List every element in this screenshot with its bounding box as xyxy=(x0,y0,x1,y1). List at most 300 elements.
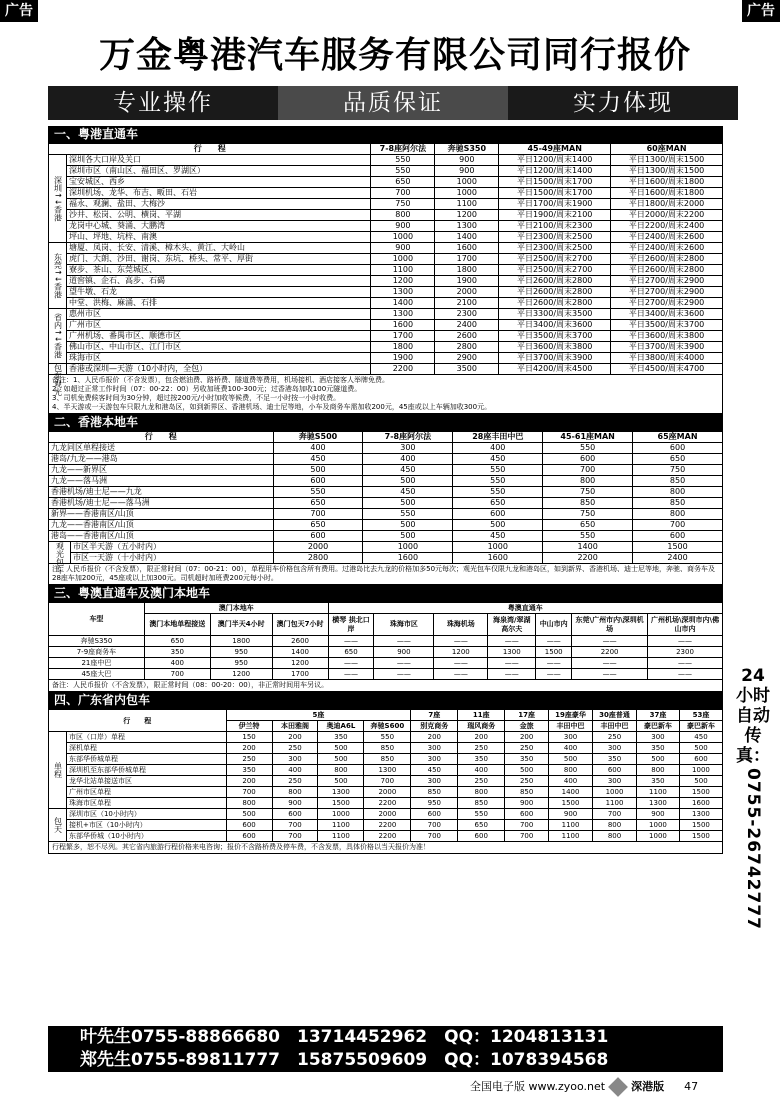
note-line: 4、半天游或一天游包车只限九龙和港岛区，如到新界区、香港机场、迪士尼等地，小车及商务车需加收200元，45座或以上车辆加收300元。 xyxy=(52,403,492,411)
price-cell: 150 xyxy=(226,732,272,743)
price-cell: 450 xyxy=(273,454,363,465)
price-cell: 2300 xyxy=(648,647,723,658)
table-row xyxy=(49,177,723,188)
price-cell: 700 xyxy=(633,520,723,531)
price-cell: 1000 xyxy=(318,809,364,820)
price-cell: 350 xyxy=(593,754,637,765)
table-row xyxy=(49,166,723,177)
price-cell: 750 xyxy=(371,199,435,210)
price-cell: 200 xyxy=(411,732,458,743)
price-cell: —— xyxy=(648,658,723,669)
price-cell: 600 xyxy=(505,809,549,820)
price-cell: 平日1500/周末1700 xyxy=(499,188,611,199)
price-cell: 2400 xyxy=(633,553,723,564)
table-row xyxy=(49,476,723,487)
header-cell: 横琴 拱北口岸 xyxy=(328,614,374,636)
route-cell: 沙井、松岗、公明、横岗、平湖 xyxy=(66,210,370,221)
price-cell: 1200 xyxy=(435,210,499,221)
header-size: 11座 xyxy=(458,710,505,721)
price-cell: 850 xyxy=(458,798,505,809)
price-cell: 600 xyxy=(633,443,723,454)
price-cell: 平日1600/周末1800 xyxy=(611,188,723,199)
header-cell: 丰田中巴 xyxy=(593,721,637,732)
price-cell: 600 xyxy=(273,531,363,542)
price-cell: 平日2600/周末2800 xyxy=(611,265,723,276)
price-cell: 2800 xyxy=(435,342,499,353)
price-cell: 1600 xyxy=(371,320,435,331)
price-cell: 1000 xyxy=(435,177,499,188)
price-cell: 平日2400/周末2600 xyxy=(611,243,723,254)
price-cell: 1300 xyxy=(371,309,435,320)
price-cell: 800 xyxy=(226,798,272,809)
price-cell: 500 xyxy=(505,765,549,776)
section-title-macau: 三、粤澳直通车及澳门本地车 xyxy=(48,585,723,602)
table-size-row xyxy=(49,710,723,721)
table-row xyxy=(49,754,723,765)
table-row xyxy=(49,553,723,564)
price-cell: 2200 xyxy=(543,553,633,564)
table-row xyxy=(49,298,723,309)
price-cell: 700 xyxy=(593,809,637,820)
header-cell: 广州机场\深圳市内\佛山市内 xyxy=(648,614,723,636)
price-cell: 2000 xyxy=(364,809,411,820)
price-cell: 400 xyxy=(363,454,453,465)
region-label: 省内↑↓香港 xyxy=(49,309,67,364)
price-cell: 300 xyxy=(593,743,637,754)
section1-notes xyxy=(48,375,723,414)
section-title-hk-through: 一、粤港直通车 xyxy=(48,126,723,143)
ad-label-left: 广告 xyxy=(0,0,38,22)
price-cell: 平日2600/周末2800 xyxy=(611,254,723,265)
table-gd-charter xyxy=(48,709,723,842)
contact-line-1: 叶先生0755-88866680 13714452962 QQ：1204813131 xyxy=(80,1027,609,1047)
price-cell: 900 xyxy=(371,243,435,254)
price-cell: 200 xyxy=(272,732,318,743)
table-row xyxy=(49,443,723,454)
price-cell: 平日3500/周末3700 xyxy=(611,320,723,331)
price-cell: 平日1200/周末1400 xyxy=(499,166,611,177)
price-cell: 1100 xyxy=(318,820,364,831)
table-row xyxy=(49,243,723,254)
price-cell: 900 xyxy=(549,809,593,820)
route-cell: 香港或深圳—天游（10小时内，全包） xyxy=(66,364,370,375)
route-cell: 深机单程 xyxy=(66,743,226,754)
section-title-gd-charter: 四、广东省内包车 xyxy=(48,692,723,709)
price-cell: 2000 xyxy=(273,542,363,553)
price-cell: 600 xyxy=(458,831,505,842)
price-cell: 350 xyxy=(636,743,679,754)
price-cell: 250 xyxy=(593,732,637,743)
table-row xyxy=(49,155,723,166)
price-cell: 550 xyxy=(458,809,505,820)
price-cell: —— xyxy=(434,658,488,669)
header-size: 5座 xyxy=(226,710,411,721)
price-cell: —— xyxy=(488,658,536,669)
price-cell: 2900 xyxy=(435,353,499,364)
price-cell: —— xyxy=(572,658,648,669)
header-size: 53座 xyxy=(679,710,722,721)
price-cell: 1000 xyxy=(679,765,722,776)
price-cell: 650 xyxy=(633,454,723,465)
table-row xyxy=(49,776,723,787)
price-cell: 平日3800/周末4000 xyxy=(611,353,723,364)
region-label: 包车观光 xyxy=(49,364,67,375)
route-cell: 广州机场、番禺市区、顺德市区 xyxy=(66,331,370,342)
price-cell: 1500 xyxy=(633,542,723,553)
price-cell: 800 xyxy=(371,210,435,221)
table-header-row xyxy=(49,144,723,155)
price-cell: 700 xyxy=(505,831,549,842)
price-cell: 650 xyxy=(328,647,374,658)
price-cell: 1500 xyxy=(679,831,722,842)
header-cell: 65座MAN xyxy=(633,432,723,443)
price-cell: 650 xyxy=(543,520,633,531)
price-cell: 平日3300/周末3500 xyxy=(499,309,611,320)
price-cell: 1300 xyxy=(371,287,435,298)
price-cell: 1000 xyxy=(371,254,435,265)
price-cell: 1500 xyxy=(679,787,722,798)
table-row xyxy=(49,331,723,342)
price-cell: 平日1700/周末1900 xyxy=(499,199,611,210)
price-cell: 400 xyxy=(272,765,318,776)
price-cell: 300 xyxy=(593,776,637,787)
price-cell: 平日2500/周末2700 xyxy=(499,254,611,265)
table-row xyxy=(49,669,723,680)
price-cell: 500 xyxy=(363,498,453,509)
route-cell: 宝安城区、西乡 xyxy=(66,177,370,188)
price-cell: 2200 xyxy=(572,647,648,658)
price-cell: 800 xyxy=(272,787,318,798)
price-cell: 800 xyxy=(593,820,637,831)
header-cell: 东莞\广州市内\深圳机场 xyxy=(572,614,648,636)
price-cell: —— xyxy=(572,669,648,680)
price-cell: 950 xyxy=(210,647,272,658)
ad-label-right: 广告 xyxy=(742,0,780,22)
table-row xyxy=(49,809,723,820)
price-cell: —— xyxy=(374,658,434,669)
header-cell: 28座丰田中巴 xyxy=(453,432,543,443)
header-cell: 豪巴新车 xyxy=(679,721,722,732)
header-size: 37座 xyxy=(636,710,679,721)
price-cell: 800 xyxy=(318,765,364,776)
route-cell: 香港机场/迪士尼——九龙 xyxy=(49,487,274,498)
table-row xyxy=(49,309,723,320)
table-row xyxy=(49,732,723,743)
price-cell: 800 xyxy=(633,509,723,520)
price-cell: 800 xyxy=(543,476,633,487)
price-cell: 500 xyxy=(363,520,453,531)
page-number: 47 xyxy=(684,1080,699,1093)
table-row xyxy=(49,542,723,553)
price-cell: 600 xyxy=(411,809,458,820)
price-cell: 1800 xyxy=(210,636,272,647)
price-cell: 600 xyxy=(273,476,363,487)
price-cell: 550 xyxy=(543,531,633,542)
route-cell: 香港机场/迪士尼——落马洲 xyxy=(49,498,274,509)
price-cell: 650 xyxy=(273,498,363,509)
price-cell: 平日1900/周末2100 xyxy=(499,210,611,221)
price-cell: 600 xyxy=(453,509,543,520)
price-cell: 2600 xyxy=(435,331,499,342)
price-cell: 550 xyxy=(364,732,411,743)
price-cell: 1000 xyxy=(435,188,499,199)
route-cell: 深圳市区（南山区、福田区、罗湖区） xyxy=(66,166,370,177)
price-cell: —— xyxy=(328,658,374,669)
price-cell: 1300 xyxy=(318,787,364,798)
price-cell: 650 xyxy=(273,520,363,531)
price-cell: 900 xyxy=(435,155,499,166)
header-group-through: 粤澳直通车 xyxy=(328,603,722,614)
note-line: 2、如超过正常工作时间（07：00-22：00）另收加班费100-300元；过香港岛加收100元隧道费。 xyxy=(52,385,362,393)
price-cell: 500 xyxy=(679,743,722,754)
table-row xyxy=(49,454,723,465)
slogan-2: 品质保证 xyxy=(278,86,508,120)
price-cell: 平日3500/周末3700 xyxy=(499,331,611,342)
price-cell: 1100 xyxy=(549,820,593,831)
route-cell: 惠州市区 xyxy=(66,309,370,320)
price-cell: 1100 xyxy=(435,199,499,210)
price-cell: 950 xyxy=(210,658,272,669)
price-cell: 750 xyxy=(543,487,633,498)
price-cell: 1600 xyxy=(679,798,722,809)
price-cell: 850 xyxy=(364,754,411,765)
price-cell: 700 xyxy=(272,820,318,831)
price-cell: —— xyxy=(374,669,434,680)
route-cell: 接机+市区（10小时内） xyxy=(66,820,226,831)
header-cell: 奔驰S600 xyxy=(364,721,411,732)
price-cell: 1000 xyxy=(371,232,435,243)
price-cell: 450 xyxy=(363,487,453,498)
price-cell: 2600 xyxy=(272,636,328,647)
table-row xyxy=(49,798,723,809)
route-cell: 珠海市区单程 xyxy=(66,798,226,809)
vehicle-cell: 奔驰S350 xyxy=(49,636,145,647)
price-cell: 1800 xyxy=(435,265,499,276)
price-cell: 700 xyxy=(543,465,633,476)
price-cell: 700 xyxy=(364,776,411,787)
price-cell: 500 xyxy=(318,776,364,787)
table-row xyxy=(49,254,723,265)
price-cell: 平日2300/周末2500 xyxy=(499,243,611,254)
header-size: 30座普通 xyxy=(593,710,637,721)
price-cell: 1600 xyxy=(363,553,453,564)
slogan-bar xyxy=(48,86,738,120)
table-row xyxy=(49,353,723,364)
price-cell: 500 xyxy=(273,465,363,476)
table-header-row xyxy=(49,614,723,636)
price-cell: 750 xyxy=(543,509,633,520)
table-row xyxy=(49,188,723,199)
price-cell: —— xyxy=(488,636,536,647)
price-cell: 700 xyxy=(505,820,549,831)
price-cell: 900 xyxy=(272,798,318,809)
table-row xyxy=(49,487,723,498)
charter-label: 观光包车 xyxy=(49,542,71,564)
table-row xyxy=(49,636,723,647)
price-cell: 350 xyxy=(144,647,210,658)
contact-bar xyxy=(48,1026,723,1072)
price-cell: 700 xyxy=(411,820,458,831)
price-cell: 200 xyxy=(226,776,272,787)
price-cell: 2300 xyxy=(435,309,499,320)
price-cell: 300 xyxy=(411,776,458,787)
price-cell: 250 xyxy=(458,743,505,754)
header-size: 7座 xyxy=(411,710,458,721)
table-row xyxy=(49,342,723,353)
route-cell: 坪山、坪地、坑梓、南澳 xyxy=(66,232,370,243)
price-cell: 300 xyxy=(636,732,679,743)
route-cell: 龙岗中心城、葵涌、大鹏湾 xyxy=(66,221,370,232)
price-cell: 1000 xyxy=(636,831,679,842)
price-cell: 700 xyxy=(272,831,318,842)
section-title-hk-local: 二、香港本地车 xyxy=(48,414,723,431)
price-cell: 650 xyxy=(371,177,435,188)
route-cell: 九龙——落马洲 xyxy=(49,476,274,487)
region-label: 东莞↑↓香港 xyxy=(49,243,67,309)
table-row xyxy=(49,232,723,243)
table-row xyxy=(49,276,723,287)
price-cell: 1300 xyxy=(636,798,679,809)
vehicle-cell: 45座大巴 xyxy=(49,669,145,680)
table-group-row xyxy=(49,603,723,614)
price-cell: 平日3700/周末3900 xyxy=(499,353,611,364)
table-header-row xyxy=(49,432,723,443)
price-cell: 650 xyxy=(144,636,210,647)
price-cell: 550 xyxy=(453,465,543,476)
price-cell: —— xyxy=(328,636,374,647)
price-cell: —— xyxy=(488,669,536,680)
table-row xyxy=(49,320,723,331)
price-cell: 平日1300/周末1500 xyxy=(611,166,723,177)
price-cell: 700 xyxy=(411,831,458,842)
price-cell: 600 xyxy=(272,809,318,820)
price-cell: 350 xyxy=(458,754,505,765)
price-cell: 650 xyxy=(458,820,505,831)
group-label: 包天 xyxy=(49,809,67,842)
price-cell: 950 xyxy=(411,798,458,809)
price-cell: 3500 xyxy=(435,364,499,375)
price-cell: 平日2700/周末2900 xyxy=(611,287,723,298)
price-cell: 平日3700/周末3900 xyxy=(611,342,723,353)
route-cell: 港岛/九龙——港岛 xyxy=(49,454,274,465)
header-cell: 澳门包天7小时 xyxy=(272,614,328,636)
note-line: 备注：1、人民币报价（不含发票），包含燃油费、路桥费、隧道费等费用，机场接机、酒店接客人举牌免费。 xyxy=(52,376,389,384)
fax-sidebar xyxy=(736,666,770,1026)
header-cell: 珠海市区 xyxy=(374,614,434,636)
route-cell: 广州市区单程 xyxy=(66,787,226,798)
price-cell: 1200 xyxy=(210,669,272,680)
route-cell: 福永、观澜、盐田、大梅沙 xyxy=(66,199,370,210)
route-cell: 市区半天游（五小时内） xyxy=(70,542,273,553)
route-cell: 九龙——香港南区/山顶 xyxy=(49,520,274,531)
table-row xyxy=(49,743,723,754)
price-cell: 750 xyxy=(633,465,723,476)
header-route: 行 程 xyxy=(49,144,371,155)
price-cell: 平日3600/周末3800 xyxy=(499,342,611,353)
price-cell: 250 xyxy=(458,776,505,787)
table-row xyxy=(49,787,723,798)
price-cell: 500 xyxy=(679,776,722,787)
price-cell: 平日2600/周末2800 xyxy=(499,287,611,298)
price-cell: 550 xyxy=(371,155,435,166)
price-cell: 550 xyxy=(543,443,633,454)
route-cell: 中堂、洪梅、麻涌、石排 xyxy=(66,298,370,309)
header-vehicle-type: 车型 xyxy=(49,603,145,636)
header-cell: 伊兰特 xyxy=(226,721,272,732)
price-cell: 400 xyxy=(273,443,363,454)
price-cell: 2200 xyxy=(364,820,411,831)
price-cell: 350 xyxy=(636,776,679,787)
slogan-3: 实力体现 xyxy=(508,86,738,120)
price-cell: —— xyxy=(536,669,572,680)
table-row xyxy=(49,221,723,232)
price-cell: 平日1800/周末2000 xyxy=(611,199,723,210)
price-cell: 1400 xyxy=(549,787,593,798)
price-cell: 平日2300/周末2500 xyxy=(499,232,611,243)
price-cell: 600 xyxy=(633,531,723,542)
header-cell: 奥迪A6L xyxy=(318,721,364,732)
price-cell: 1400 xyxy=(543,542,633,553)
price-cell: 300 xyxy=(411,743,458,754)
header-cell: 丰田中巴 xyxy=(549,721,593,732)
price-cell: 1600 xyxy=(453,553,543,564)
header-route: 行 程 xyxy=(49,710,227,732)
header-cell: 海泉湾/翠湖高尔夫 xyxy=(488,614,536,636)
header-cell: 45-49座MAN xyxy=(499,144,611,155)
route-cell: 佛山市区、中山市区、江门市区 xyxy=(66,342,370,353)
route-cell: 道窖镇、企石、高步、石碣 xyxy=(66,276,370,287)
price-cell: 平日2500/周末2700 xyxy=(499,265,611,276)
price-cell: 平日3400/周末3600 xyxy=(499,320,611,331)
price-cell: 200 xyxy=(226,743,272,754)
price-cell: 1900 xyxy=(435,276,499,287)
table-row xyxy=(49,465,723,476)
price-cell: 1100 xyxy=(549,831,593,842)
price-cell: 450 xyxy=(453,454,543,465)
price-cell: 600 xyxy=(226,831,272,842)
header-group-macau: 澳门本地车 xyxy=(144,603,328,614)
price-cell: 200 xyxy=(505,732,549,743)
price-cell: 平日2600/周末2800 xyxy=(499,276,611,287)
price-cell: 500 xyxy=(363,531,453,542)
price-cell: 1500 xyxy=(318,798,364,809)
price-cell: 500 xyxy=(318,743,364,754)
table-row xyxy=(49,287,723,298)
price-cell: 400 xyxy=(458,765,505,776)
table-row xyxy=(49,364,723,375)
price-cell: 400 xyxy=(144,658,210,669)
header-cell: 45-61座MAN xyxy=(543,432,633,443)
table-row xyxy=(49,531,723,542)
section3-note: 备注：人民币报价（不含发票），限正常时间（08：00-20：00），非正常时间用车另议。 xyxy=(48,680,723,692)
route-cell: 市区一天游（十小时内） xyxy=(70,553,273,564)
price-cell: —— xyxy=(328,669,374,680)
price-cell: 1500 xyxy=(549,798,593,809)
header-cell: 60座MAN xyxy=(611,144,723,155)
price-cell: 250 xyxy=(272,743,318,754)
price-cell: 800 xyxy=(458,787,505,798)
price-cell: 250 xyxy=(272,776,318,787)
price-cell: 平日1500/周末1700 xyxy=(499,177,611,188)
price-cell: 600 xyxy=(679,754,722,765)
route-cell: 虎门、大朗、沙田、谢岗、东坑、桥头、常平、厚街 xyxy=(66,254,370,265)
route-cell: 东部华侨城单程 xyxy=(66,754,226,765)
vehicle-cell: 7-9座商务车 xyxy=(49,647,145,658)
table-row xyxy=(49,509,723,520)
route-cell: 深圳机场、龙华、布吉、畈田、石岩 xyxy=(66,188,370,199)
price-cell: 550 xyxy=(453,487,543,498)
price-cell: 550 xyxy=(371,166,435,177)
